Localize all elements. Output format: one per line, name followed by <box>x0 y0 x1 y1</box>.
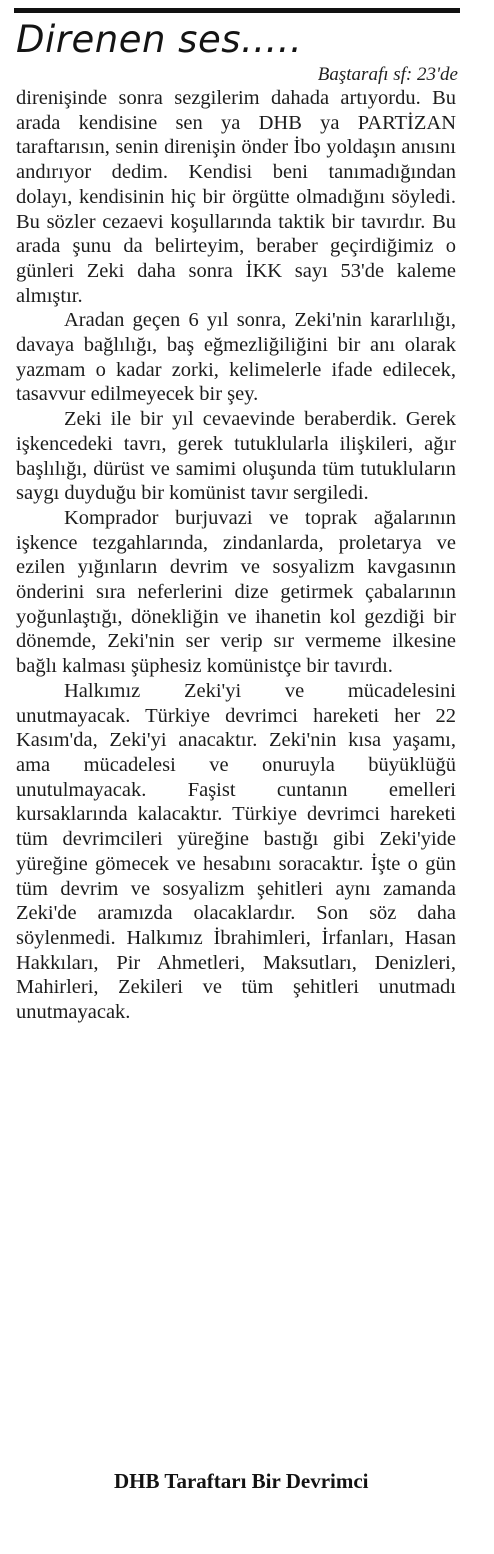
article-body <box>16 86 456 1025</box>
article-paragraph: Zeki ile bir yıl cevaevinde beraberdik. Gerek işkencedeki tavrı, gerek tutuklularla ilişkileri, ağır başlılığı, dürüst ve samimi oluşunda tüm tutukluların saygı duyduğu bir komünist tavır sergiledi. <box>16 408 456 505</box>
author-signature: DHB Taraftarı Bir Devrimci <box>114 1469 369 1493</box>
article-paragraph: Komprador burjuvazi ve toprak ağalarının işkence tezgahlarında, zindanlarda, proletarya ve ezilen yığınların devrim ve sosyalizm kavgasının önderini sıra neferlerini dize getirmek çabalarının yoğunlaştığı, dönekliğin ve ihanetin kol gezdiği bir dönemde, Zeki'nin ser verip sır vermeme ilkesine bağlı kalması şüphesiz komünistçe bir tavırdı. <box>16 506 456 678</box>
article-paragraph: Aradan geçen 6 yıl sonra, Zeki'nin kararlılığı, davaya bağlılığı, baş eğmezliğiliğini bir anı olarak yazmam o kadar zorki, kelimelerle ifade edilecek, tasavvur edilmeyecek bir şey. <box>16 309 456 406</box>
top-rule <box>14 8 460 13</box>
article-paragraph: direnişinde sonra sezgilerim dahada artıyordu. Bu arada kendisine sen ya DHB ya PARTİZAN taraftarısın, senin direnişin önder İbo yoldaşın anısını andırıyor dedim. Kendisi beni tanımadığından dolayı, kendisinin hiç bir örgütte olmadığını söyledi. Bu sözler cezaevi koşullarında taktik bir tavırdır. Bu arada şunu da belirteyim, beraber geçirdiğimiz o günleri Zeki daha sonra İKK sayı 53'de kaleme almıştır. <box>16 87 456 307</box>
article-paragraph: Halkımız Zeki'yi ve mücadelesini unutmayacak. Türkiye devrimci hareketi her 22 Kasım'da, Zeki'yi anacaktır. Zeki'nin kısa yaşamı, ama mücadelesi ve onuruyla büyüklüğü unutulmayacak. Faşist cuntanın emelleri kursaklarında kalacaktır. Türkiye devrimci hareketi tüm devrimcileri yüreğine bastığı gibi Zeki'yide yüreğine gömecek ve hesabını soracaktır. İşte o gün tüm devrim ve sosyalizm şehitleri aynı zamanda Zeki'de aramızda olacaklardır. Son söz daha söylenmedi. Halkımız İbrahimleri, İrfanları, Hasan Hakkıları, Pir Ahmetleri, Maksutları, Denizleri, Mahirleri, Zekileri ve tüm şehitleri unutmadı unutmayacak. <box>16 679 456 1024</box>
continuation-note: Baştarafı sf: 23'de <box>317 64 458 85</box>
article-title: Direnen ses..... <box>16 18 303 61</box>
